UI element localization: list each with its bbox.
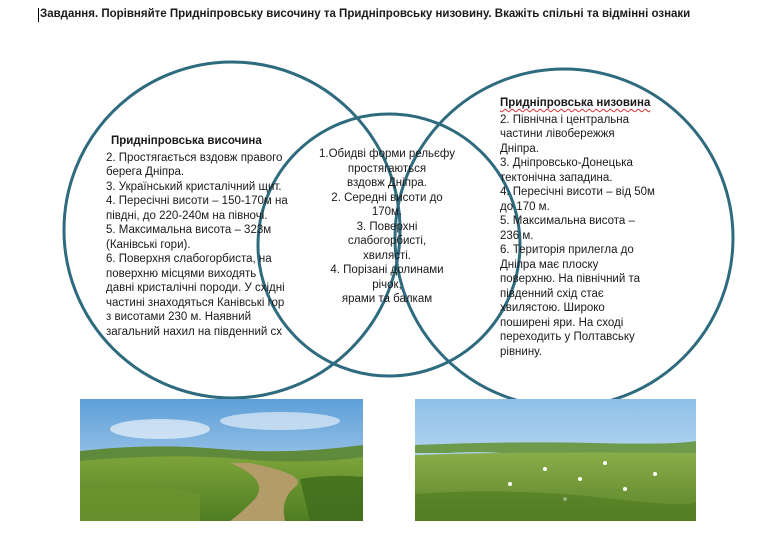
task-title: Завдання. Порівняйте Придніпровську височину та Придніпровську низовину. Вкажіть спільні та відмінні ознаки [40,8,760,20]
middle-line: 1.Обидві форми рельєфу [319,148,455,160]
left-line: півдні, до 220-240м на півночі. [106,209,268,222]
left-line: частині знаходяться Канівські гор [106,296,285,309]
left-line: 5. Максимальна висота – 323м [106,224,272,236]
right-line: поширені яри. На сході [500,316,624,329]
left-column [106,134,316,339]
right-line: Дніпра. [500,142,539,155]
right-line: Дніпра має плоску [500,258,599,271]
left-line: поверхню місцями виходять [106,267,257,280]
middle-line: 2. Середні висоти до [331,191,443,204]
middle-lines [312,147,462,307]
middle-line: 3. Поверхні [356,220,418,233]
middle-line: 4. Порізані долинами [330,264,444,276]
middle-line: вздовж Дніпра. [347,177,427,189]
middle-line: 170м. [371,206,403,218]
right-column [500,96,710,359]
left-lines [106,151,316,340]
right-line: до 170 м. [500,200,550,213]
middle-line: слабогорбисті, [347,235,427,247]
right-lines [500,113,710,360]
left-line: 4. Пересічні висоти – 150-170м на [106,195,288,207]
lowland-photo [415,399,696,521]
right-line: частини лівобережжя [500,128,615,140]
left-line: 2. Простягається вздовж правого [106,151,283,164]
right-line: поверхню. На північний та [500,273,640,285]
right-line: 3. Дніпровсько-Донецька [500,157,633,169]
left-heading: Придніпровська височина [111,135,262,147]
middle-line: річок, [372,278,402,291]
left-line: 3. Український кристалічний щит. [106,180,282,193]
right-line: південний схід стає [500,287,604,300]
left-line: 6. Поверхня слабогорбиста, на [106,253,272,265]
left-line: (Канівські гори). [106,238,191,251]
right-line: хвилястою. Широко [500,302,605,314]
left-line: з висотами 230 м. Наявний [106,311,251,323]
middle-line: хвилясті. [363,249,411,262]
right-line: рівнину. [500,345,542,358]
upland-photo [80,399,363,521]
middle-line: простягаються [347,162,427,175]
left-line: берега Дніпра. [106,166,185,178]
right-line: переходить у Полтавську [500,331,635,343]
right-line: 6. Територія прилегла до [500,244,634,256]
right-heading: Придніпровська низовина [500,97,651,109]
right-line: 236 м. [500,229,534,242]
middle-column [312,147,462,307]
right-line: тектонічна западина. [500,171,613,184]
left-line: давні кристалічні породи. У східні [106,282,285,294]
middle-line: ярами та балкам [341,293,433,305]
right-line: 5. Максимальна висота – [500,215,635,227]
left-line: загальний нахил на південний сх [106,325,282,338]
right-line: 2. Північна і центральна [500,113,630,126]
right-line: 4. Пересічні висоти – від 50м [500,186,655,198]
